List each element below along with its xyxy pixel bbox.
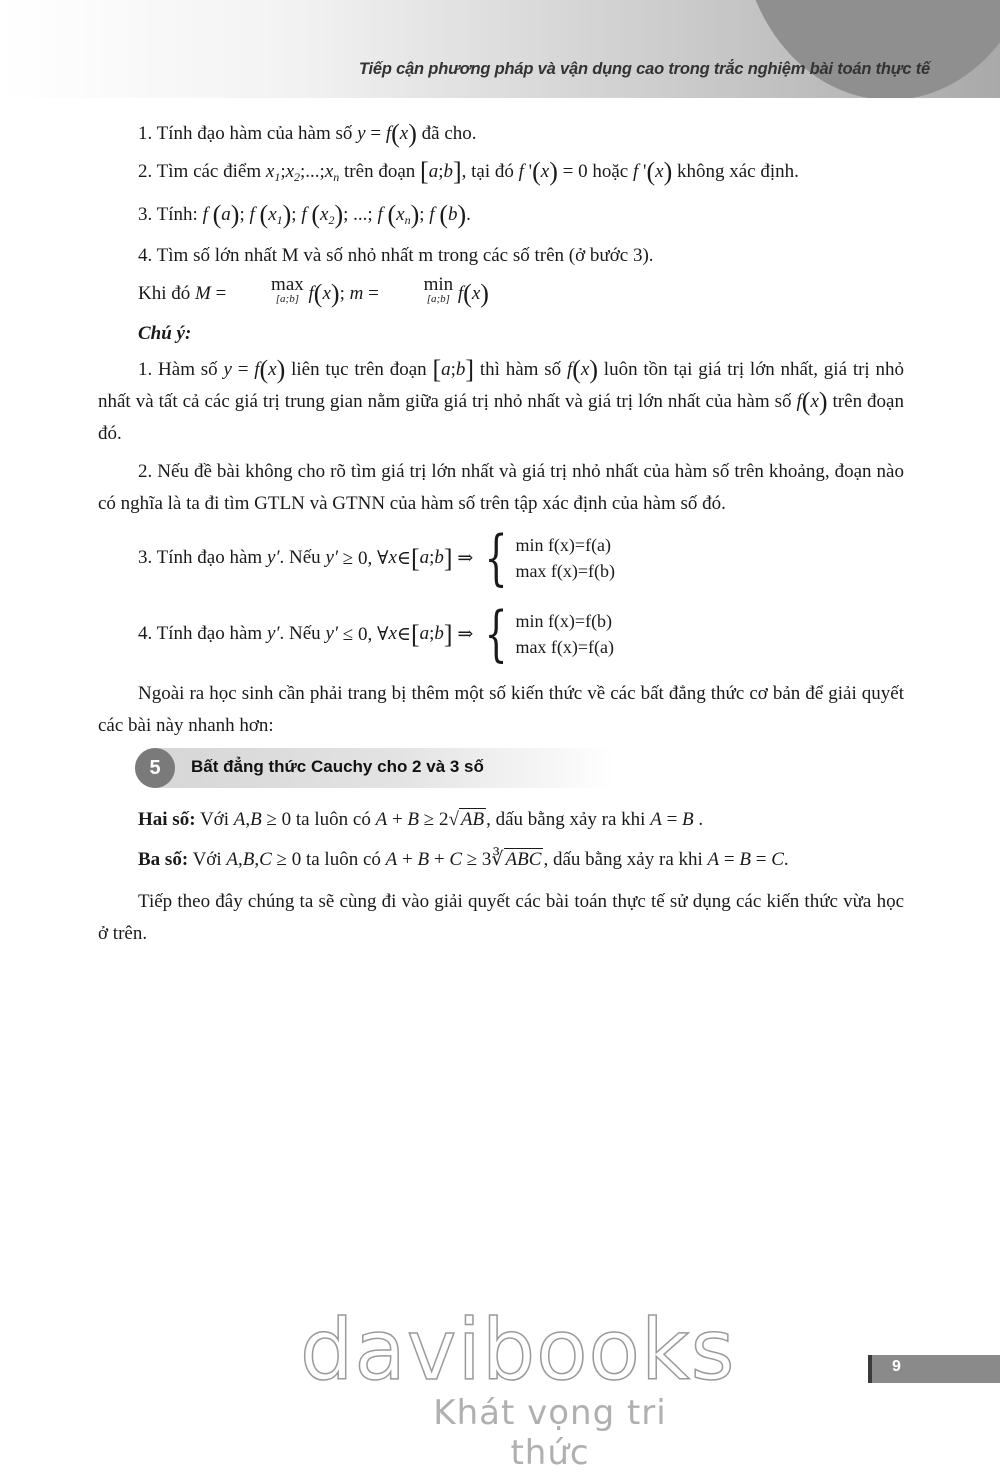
- page-body: [98, 118, 904, 742]
- cases-increasing: { min f(x)=f(a) max f(x)=f(b): [484, 523, 616, 593]
- footer-bar: [868, 1355, 1000, 1383]
- cauchy-block: [98, 804, 904, 950]
- cauchy-two: Hai số: Với A,B ≥ 0 ta luôn có A + B ≥ 2√ AB , dấu bằng xảy ra khi A = B .: [138, 809, 704, 830]
- cauchy-three: Ba số: Với A,B,C ≥ 0 ta luôn có A + B + C ≥ 3∛ ABC , dấu bằng xảy ra khi A = B = C.: [138, 849, 789, 870]
- publisher-logo: davibooks: [300, 1301, 736, 1399]
- outro-paragraph: Ngoài ra học sinh cần phải trang bị thêm một số kiến thức về các bất đẳng thức cơ bản để giải quyết các bài này nhanh hơn:: [98, 683, 904, 736]
- header-decoration: [740, 0, 1000, 98]
- publisher-tagline: Khát vọng tri thức: [433, 1393, 667, 1473]
- note-2: 2. Nếu đề bài không cho rõ tìm giá trị lớn nhất và giá trị nhỏ nhất của hàm số trên khoảng, đoạn nào có nghĩa là ta đi tìm GTLN và GTNN của hàm số trên tập xác định của hàm số đó.: [98, 461, 904, 514]
- note-3: 3. Tính đạo hàm y′ . Nếu y′ ≥ 0, ∀ x ∈ [ a ; b ] ⇒ { min f(x)=f(a) max f(x)=f(b): [138, 523, 616, 593]
- step-1: 1. Tính đạo hàm của hàm số y = f(x) đã cho.: [138, 119, 477, 148]
- step-3: 3. Tính: f (a); f $(x_1)$; f $(x_2)$; ...; f $(x_n)$; f (b).: [138, 200, 471, 229]
- note-1: 1. Hàm số y = f(x) liên tục trên đoạn [a;b] thì hàm số f(x) luôn tồn tại giá trị lớn nhất, giá trị nhỏ nhất và tất cả các giá trị trung gian nằm giữa giá trị nhỏ nhất và giá trị lớn nhất của hàm số f(x) trên đoạn đó.: [98, 355, 904, 444]
- section-number: 5: [135, 748, 175, 788]
- closing-paragraph: Tiếp theo đây chúng ta sẽ cùng đi vào giải quyết các bài toán thực tế sử dụng các kiến thức vừa học ở trên.: [98, 891, 904, 944]
- footer-mark: [868, 1355, 872, 1383]
- running-title: Tiếp cận phương pháp và vận dụng cao trong trắc nghiệm bài toán thực tế: [358, 60, 930, 78]
- cases-decreasing: { min f(x)=f(b) max f(x)=f(a): [484, 599, 615, 669]
- step-2: 2. Tìm các điểm $x_1;x_2;...;x_n$ trên đoạn [a;b], tại đó f '(x) = 0 hoặc f '(x) không xác định.: [138, 157, 799, 186]
- section-title: Bất đẳng thức Cauchy cho 2 và 3 số: [191, 757, 484, 776]
- section-heading: [135, 748, 615, 788]
- page-number: 9: [892, 1358, 901, 1375]
- note-heading: Chú ý:: [138, 323, 192, 344]
- page-header: [0, 0, 1000, 98]
- khi-do-line: Khi đó M = max [a;b] f(x); m = min [a;b] f(x): [138, 274, 489, 308]
- step-4: 4. Tìm số lớn nhất M và số nhỏ nhất m trong các số trên (ở bước 3).: [138, 245, 654, 266]
- note-4: 4. Tính đạo hàm y′ . Nếu y′ ≤ 0, ∀ x ∈ [ a ; b ] ⇒ { min f(x)=f(b) max f(x)=f(a): [138, 599, 615, 669]
